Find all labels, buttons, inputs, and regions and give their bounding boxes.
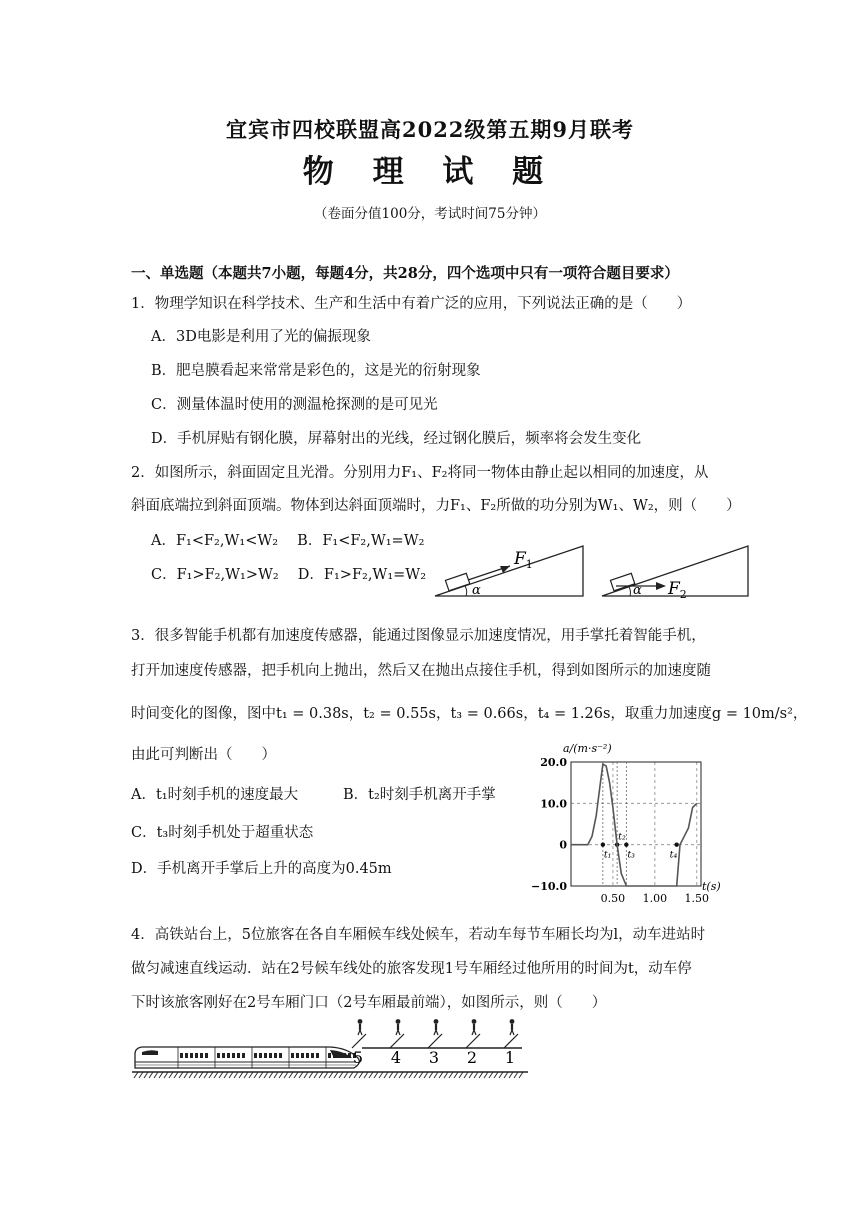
f2-label: $F_2$ [668, 579, 687, 601]
x-tick-label: 1.00 [642, 892, 668, 905]
q4-stem-line1: 4．高铁站台上，5位旅客在各自车厢候车线处候车，若动车每节车厢长均为l，动车进站时 [131, 927, 706, 943]
subject-title: 物 理 试 题 [302, 154, 558, 190]
y-axis-label: a/(m·s⁻²) [563, 742, 612, 755]
incline-figure [430, 540, 760, 604]
y-tick-label: 0 [559, 838, 567, 852]
q2-options-cd: C．F₁>F₂,W₁>W₂ D．F₁>F₂,W₁=W₂ [151, 567, 427, 583]
q3-stem-line2: 打开加速度传感器，把手机向上抛出，然后又在抛出点接住手机，得到如图所示的加速度随 [131, 663, 711, 679]
passenger-marker [466, 1019, 480, 1048]
car-number-label: 5 [352, 1048, 364, 1067]
q1-stem: 1．物理学知识在科学技术、生产和生活中有着广泛的应用，下列说法正确的是（ ） [131, 296, 692, 312]
car-number-label: 3 [428, 1048, 440, 1067]
marker-point [674, 842, 678, 846]
x-tick-label: 0.50 [600, 892, 626, 905]
car-number-label: 2 [466, 1048, 478, 1067]
arrowhead-f2 [656, 582, 666, 590]
chart-grid [571, 762, 701, 886]
block-right [610, 573, 634, 590]
y-tick-label: 10.0 [540, 797, 567, 811]
passenger-marker [352, 1019, 366, 1048]
acceleration-chart [525, 738, 725, 910]
passenger-marker [504, 1019, 518, 1048]
q1-option-c: C．测量体温时使用的测温枪探测的是可见光 [151, 397, 438, 413]
q3-option-c: C．t₃时刻手机处于超重状态 [131, 825, 314, 841]
q1-option-b: B．肥皂膜看起来常常是彩色的，这是光的衍射现象 [151, 363, 481, 379]
marker-label: t₁ [603, 849, 612, 861]
angle-arc-right [629, 587, 630, 596]
q3-option-d: D．手机离开手掌后上升的高度为0.45m [131, 861, 392, 877]
q2-stem-line1: 2．如图所示，斜面固定且光滑。分别用力F₁、F₂将同一物体由静止起以相同的加速度，从 [131, 465, 709, 481]
q4-stem-line2: 做匀减速直线运动．站在2号候车线处的旅客发现1号车厢经过他所用的时间为t，动车停 [131, 961, 692, 977]
angle-arc-left [465, 586, 467, 596]
exam-title: 宜宾市四校联盟高2022级第五期9月联考 [225, 117, 635, 142]
exam-note: （卷面分值100分，考试时间75分钟） [314, 206, 546, 222]
ground-hatching [134, 1072, 523, 1078]
q3-stem-line1: 3．很多智能手机都有加速度传感器，能通过图像显示加速度情况，用手掌托着智能手机， [131, 628, 706, 644]
passenger-marker [390, 1019, 404, 1048]
x-tick-label: 1.50 [684, 892, 710, 905]
alpha-label-right: α [633, 583, 642, 598]
q3-option-a: A．t₁时刻手机的速度最大 [131, 787, 299, 803]
q2-stem-line2: 斜面底端拉到斜面顶端。物体到达斜面顶端时，力F₁、F₂所做的功分别为W₁、W₂，则（ ） [131, 498, 741, 514]
section-heading: 一、单选题（本题共7小题，每题4分，共28分，四个选项中只有一项符合题目要求） [131, 265, 679, 282]
marker-label: t₂ [618, 831, 626, 843]
car-number-label: 1 [504, 1048, 516, 1067]
train-platform-figure [130, 1018, 550, 1088]
marker-point [624, 842, 628, 846]
marker-label: t₃ [627, 849, 635, 861]
marker-label: t₄ [669, 849, 678, 861]
y-tick-label: 20.0 [540, 756, 567, 769]
q2-options-ab: A．F₁<F₂,W₁<W₂ B．F₁<F₂,W₁=W₂ [151, 533, 425, 549]
plot-frame [571, 762, 701, 886]
q1-option-a: A．3D电影是利用了光的偏振现象 [151, 329, 371, 345]
q3-stem-line4: 由此可判断出（ ） [131, 747, 276, 763]
q3-option-b: B．t₂时刻手机离开手掌 [343, 787, 496, 803]
q4-stem-line3: 下时该旅客刚好在2号车厢门口（2号车厢最前端），如图所示，则（ ） [131, 995, 607, 1011]
q1-option-d: D．手机屏贴有钢化膜，屏幕射出的光线，经过钢化膜后，频率将会发生变化 [151, 431, 642, 447]
passenger-marker [428, 1019, 442, 1048]
y-tick-label: −10.0 [530, 880, 567, 893]
series-line [571, 764, 697, 886]
alpha-label-left: α [472, 583, 481, 598]
marker-point [601, 842, 605, 846]
car-number-label: 4 [390, 1048, 402, 1067]
q3-stem-line3: 时间变化的图像，图中t₁ = 0.38s，t₂ = 0.55s，t₃ = 0.66s，t₄ = 1.26s，取重力加速度g = 10m/s²， [131, 706, 808, 722]
train [135, 1047, 359, 1068]
x-axis-label: t(s) [702, 880, 721, 893]
f1-label: $F_1$ [514, 549, 533, 571]
